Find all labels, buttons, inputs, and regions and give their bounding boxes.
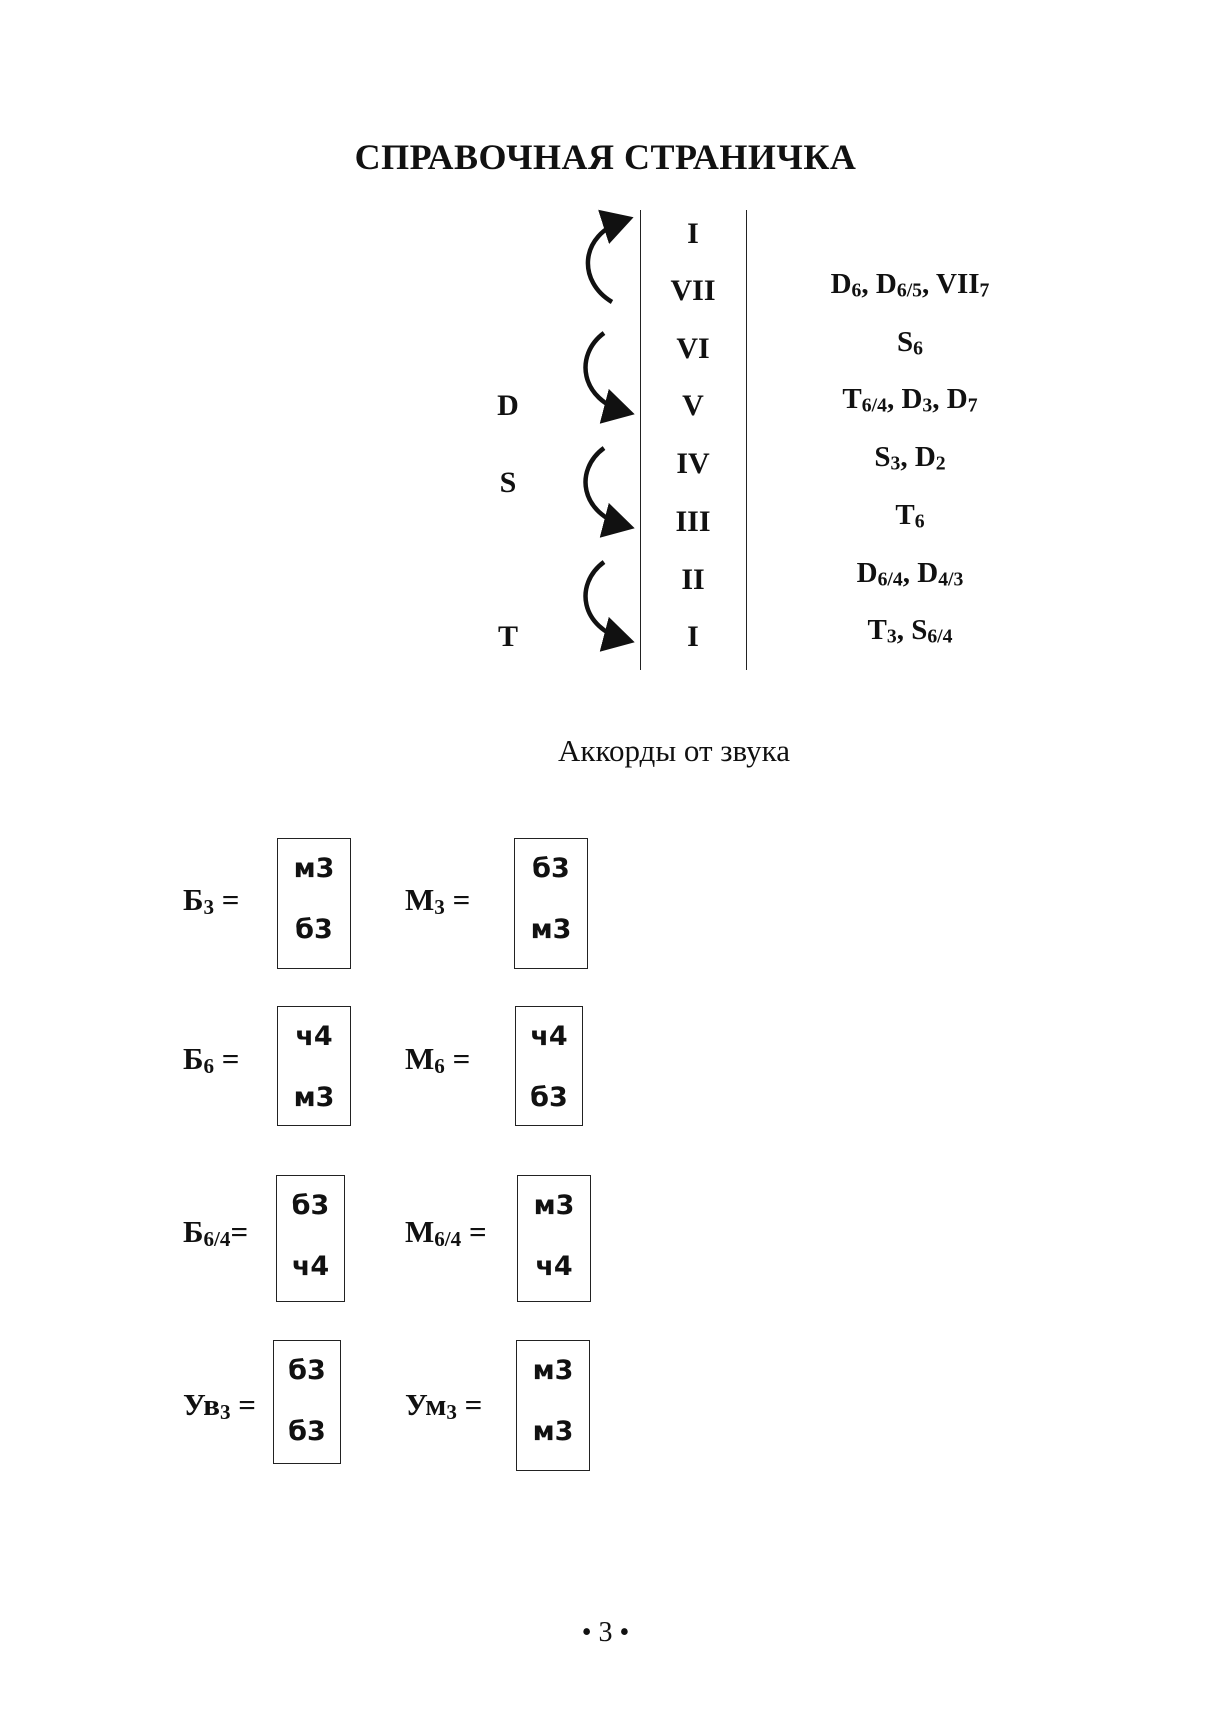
chord-label-b6: $Б_6$ =: [183, 1041, 240, 1078]
interval-box-b6: ч4 м3: [277, 1006, 351, 1126]
interval-box-b3: м3 б3: [277, 838, 351, 969]
function-t: T: [497, 620, 518, 653]
chords-vi: $S_6$: [897, 326, 923, 360]
function-d: D: [497, 389, 519, 422]
degree-vii: VII: [670, 274, 716, 307]
interval-box-uv3: б3 б3: [273, 1340, 341, 1464]
chord-label-b3: $Б_3$ =: [183, 882, 240, 919]
degree-iii: III: [675, 505, 711, 538]
curved-arrow-icon: [586, 448, 626, 526]
degree-vi: VI: [676, 332, 710, 365]
chord-label-um3: $Ум_3$ =: [405, 1387, 483, 1424]
degree-iv: IV: [676, 447, 710, 480]
chords-i: $T_3$, $S_{6/4}$: [867, 614, 953, 648]
chord-label-b64: $Б_{6/4}=$: [183, 1214, 249, 1251]
page-number: • 3 •: [581, 1617, 630, 1648]
interval-box-m3: б3 м3: [514, 838, 588, 969]
interval-box-m6: ч4 б3: [515, 1006, 583, 1126]
interval-box-b64: б3 ч4: [276, 1175, 345, 1302]
interval-box-m64: м3 ч4: [517, 1175, 591, 1302]
degree-i-top: I: [687, 217, 699, 250]
chord-label-uv3: $Ув_3$ =: [183, 1387, 256, 1424]
page-title: СПРАВОЧНАЯ СТРАНИЧКА: [354, 137, 857, 177]
chord-label-m6: $М_6$ =: [405, 1041, 471, 1078]
degree-ii: II: [681, 563, 705, 596]
chords-ii: $D_{6/4}$, $D_{4/3}$: [856, 557, 964, 591]
section-subtitle: Аккорды от звука: [558, 733, 790, 768]
chords-vii: $D_6$, $D_{6/5}$, $VII_7$: [830, 268, 990, 302]
curved-arrow-icon: [586, 562, 626, 640]
curved-arrow-icon: [586, 333, 626, 412]
chords-iv: $S_3$, $D_2$: [874, 441, 946, 475]
chords-v: $T_{6/4}$, $D_3$, $D_7$: [842, 383, 978, 417]
chords-iii: $T_6$: [895, 499, 925, 533]
chord-label-m3: $М_3$ =: [405, 882, 471, 919]
interval-box-um3: м3 м3: [516, 1340, 590, 1471]
chord-label-m64: $М_{6/4}$ =: [405, 1214, 487, 1251]
function-s: S: [499, 466, 517, 499]
degree-v: V: [682, 389, 704, 422]
degree-i-bottom: I: [687, 620, 699, 653]
curved-arrow-icon: [588, 220, 625, 302]
